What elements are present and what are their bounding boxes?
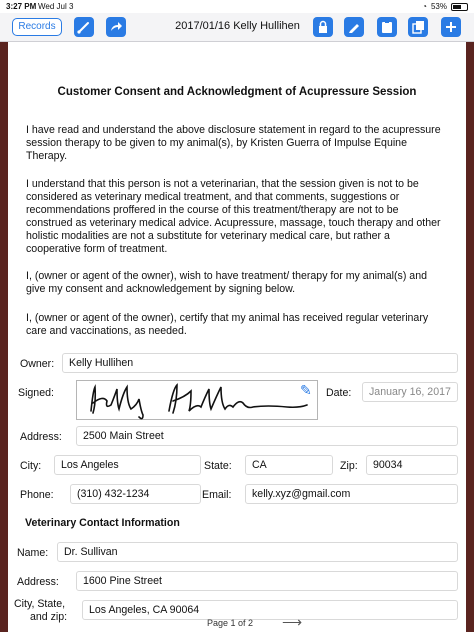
battery-percent: 53% — [430, 2, 447, 11]
address-field[interactable]: 2500 Main Street — [76, 426, 458, 446]
vet-name-label: Name: — [17, 547, 49, 559]
record-title: 2017/01/16 Kelly Hullihen — [175, 20, 300, 32]
pen-icon[interactable] — [344, 17, 364, 37]
signed-label: Signed: — [18, 387, 54, 399]
date-field[interactable]: January 16, 2017 — [362, 382, 458, 402]
paragraph-not-veterinarian: I understand that this person is not a veterinarian, that the session given is not to be considered as veterinary medical treatment, and that comments, suggestions or recommendations proffered in the course of this treatment/therapy are not to be construed as veterinary medical advice. Acupressure, massage, touch therapy and other holistic modalities are not a substitute for veterinary medical care, but rather a cooperative form of treatment. — [26, 178, 441, 255]
page-indicator: Page 1 of 2 — [207, 618, 254, 628]
state-label: State: — [204, 460, 232, 472]
paragraph-disclosure: I have read and understand the above disclosure statement in regard to the acupressure session therapy to be given to my animal(s), by Kristen Guerra of Impulse Equine Therapy. — [26, 124, 441, 162]
signature-image — [77, 381, 319, 421]
city-field[interactable]: Los Angeles — [54, 455, 201, 475]
lock-icon[interactable] — [313, 17, 333, 37]
status-time: 3:27 PM — [6, 2, 37, 11]
status-date: Wed Jul 3 — [38, 2, 74, 11]
city-label: City: — [20, 460, 42, 472]
brush-icon[interactable] — [74, 17, 94, 37]
share-icon[interactable] — [106, 17, 126, 37]
toolbar — [0, 13, 474, 42]
email-field[interactable]: kelly.xyz@gmail.com — [245, 484, 458, 504]
copy-icon[interactable] — [408, 17, 428, 37]
document-heading: Customer Consent and Acknowledgment of Acupressure Session — [57, 86, 417, 98]
vet-name-field[interactable]: Dr. Sullivan — [57, 542, 458, 562]
clipboard-icon[interactable] — [377, 17, 397, 37]
paragraph-vet-care: I, (owner or agent of the owner), certify that my animal has received regular veterinary care and vaccinations, as needed. — [26, 312, 429, 337]
vet-csz-label-line2: and zip: — [30, 611, 68, 623]
vet-address-label: Address: — [17, 576, 59, 588]
email-label: Email: — [202, 489, 232, 501]
vet-csz-field[interactable]: Los Angeles, CA 90064 — [82, 600, 458, 620]
wifi-icon: ◔ — [422, 2, 427, 11]
battery-icon — [451, 3, 468, 11]
status-bar — [0, 0, 474, 13]
vet-address-field[interactable]: 1600 Pine Street — [76, 571, 458, 591]
status-right — [422, 2, 468, 11]
phone-label: Phone: — [20, 489, 54, 501]
records-button[interactable]: Records — [12, 18, 62, 36]
address-label: Address: — [20, 431, 62, 443]
signature-box[interactable] — [76, 380, 318, 420]
vet-csz-label-line1: City, State, — [14, 598, 66, 610]
vet-section-title: Veterinary Contact Information — [25, 517, 180, 529]
zip-field[interactable]: 90034 — [366, 455, 458, 475]
paragraph-consent: I, (owner or agent of the owner), wish to have treatment/ therapy for my animal(s) and give my consent and acknowledgement by signing below. — [26, 270, 427, 295]
signature-pen-icon[interactable]: ✎ — [300, 382, 312, 398]
phone-field[interactable]: (310) 432-1234 — [70, 484, 201, 504]
document-page — [8, 42, 466, 632]
zip-label: Zip: — [340, 460, 358, 472]
state-field[interactable]: CA — [245, 455, 333, 475]
owner-field[interactable]: Kelly Hullihen — [62, 353, 458, 373]
next-page-arrow-icon[interactable]: ⟶ — [282, 614, 303, 630]
add-icon[interactable] — [441, 17, 461, 37]
owner-label: Owner: — [20, 358, 55, 370]
date-label: Date: — [326, 387, 352, 399]
